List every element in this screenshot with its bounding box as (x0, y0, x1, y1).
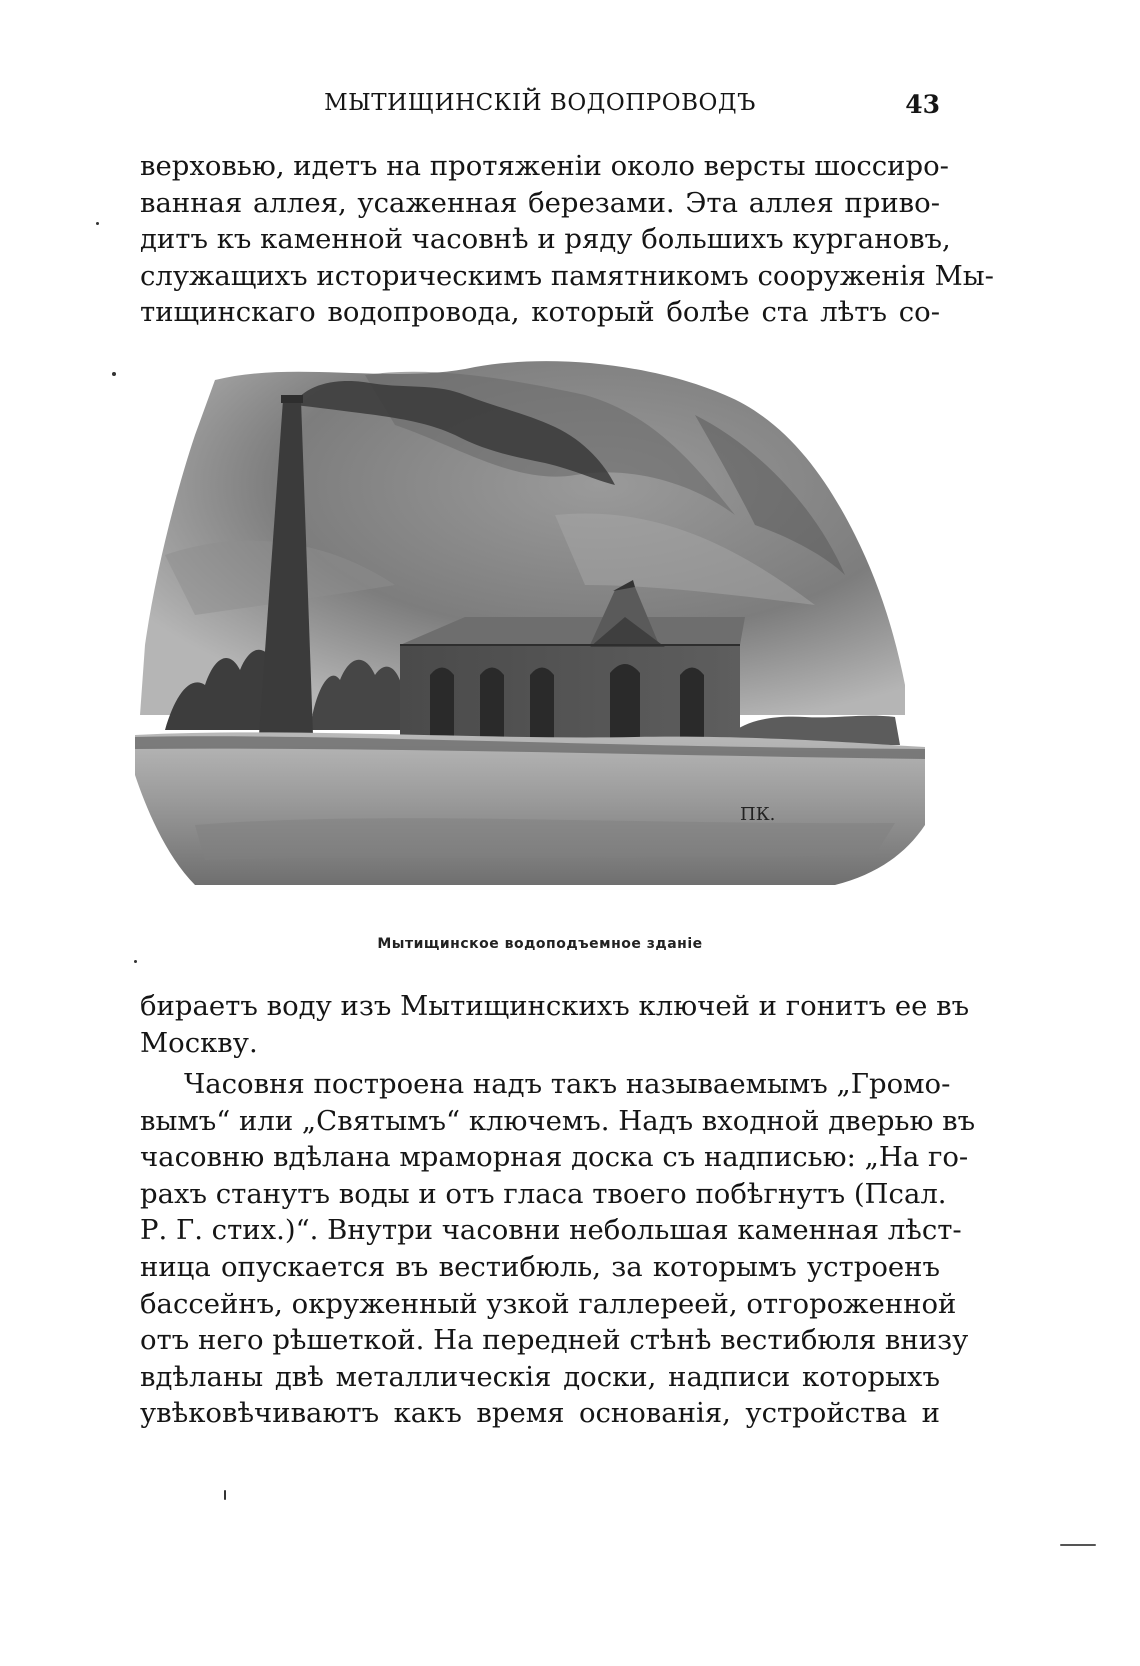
paragraph-top (140, 148, 994, 331)
scan-speck (224, 1490, 226, 1500)
text-line: вдѣланы двѣ металлическія доски, надписи которыхъ (140, 1360, 940, 1393)
text-line: Р. Г. стих.)“. Внутри часовни небольшая каменная лѣст- (140, 1214, 962, 1247)
artist-signature: ПК. (740, 804, 776, 825)
text-line: тищинскаго водопровода, который болѣе ста лѣтъ со- (140, 296, 940, 329)
page-number: 43 (905, 90, 940, 119)
text-line: ванная аллея, усаженная березами. Эта аллея приво- (140, 186, 940, 219)
text-line: часовню вдѣлана мраморная доска съ надписью: „На го- (140, 1141, 969, 1174)
running-head (140, 90, 940, 124)
text-line: Часовня построена надъ такъ называемымъ „Громо- (184, 1068, 951, 1100)
scan-speck (1060, 1544, 1096, 1546)
text-line: верховью, идетъ на протяженіи около версты шоссиро- (140, 150, 949, 182)
chimney-cap (281, 395, 303, 403)
scan-speck (112, 372, 116, 376)
text-line: ница опускается въ вестибюль, за которымъ устроенъ (140, 1250, 940, 1283)
text-line: отъ него рѣшеткой. На передней стѣнѣ вестибюля внизу (140, 1324, 969, 1357)
text-line: дитъ къ каменной часовнѣ и ряду большихъ кургановъ, (140, 223, 951, 256)
text-line: бираетъ воду изъ Мытищинскихъ ключей и гонитъ ее въ (140, 990, 970, 1022)
scan-speck (96, 222, 99, 225)
text-line: Москву. (140, 1026, 258, 1059)
text-line: вымъ“ или „Святымъ“ ключемъ. Надъ входной дверью въ (140, 1104, 976, 1137)
text-line: рахъ станутъ воды и отъ гласа твоего побѣгнутъ (Псал. (140, 1177, 947, 1210)
text-line: бассейнъ, окруженный узкой галлереей, отгороженной (140, 1287, 957, 1320)
paragraph-continuation (140, 988, 970, 1061)
text-line: служащихъ историческимъ памятникомъ сооруженія Мы- (140, 259, 994, 292)
running-title: МЫТИЩИНСКІЙ ВОДОПРОВОДЪ (324, 90, 756, 116)
paragraph-main (140, 1066, 976, 1432)
text-line: увѣковѣчиваютъ какъ время основанія, устройства и (140, 1397, 940, 1430)
pumping-station-illustration (135, 355, 930, 895)
scan-speck (134, 960, 137, 963)
figure-caption: Мытищинское водоподъемное зданіе (377, 936, 703, 952)
